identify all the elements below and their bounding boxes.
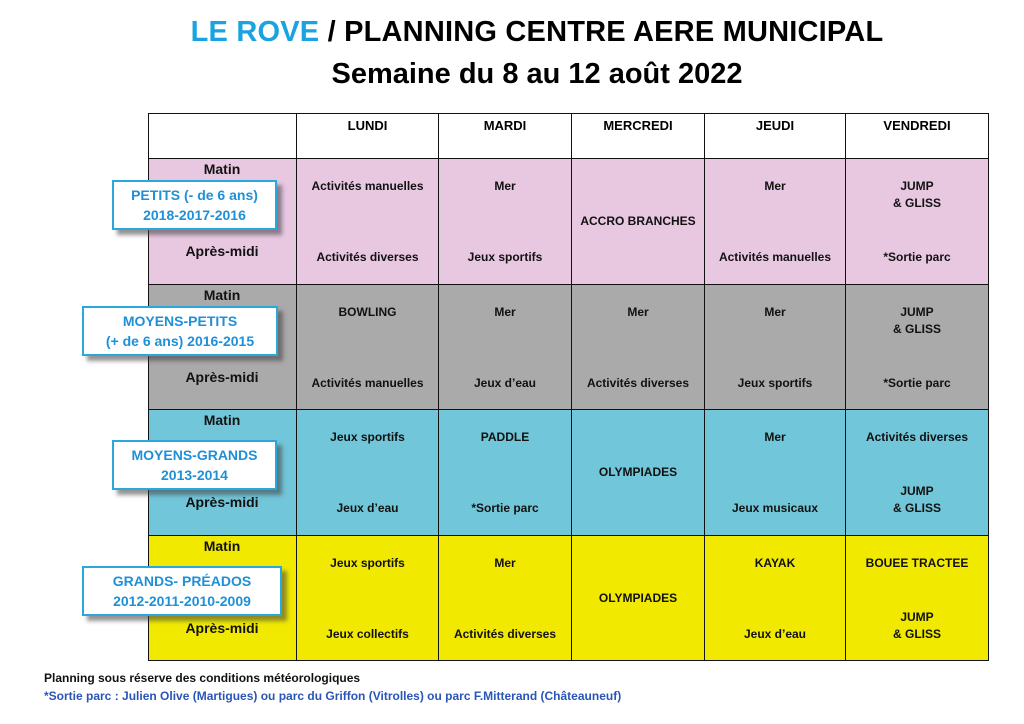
activity-cell: [572, 410, 705, 536]
town-name: LE ROVE: [190, 16, 320, 48]
activity-cell: [439, 410, 572, 536]
afternoon-label: Après-midi: [185, 619, 259, 636]
morning-activity: KAYAK: [754, 555, 796, 570]
activity-cell: [846, 410, 989, 536]
afternoon-activity: Activités manuelles: [718, 250, 832, 264]
activity-cell: [572, 536, 705, 662]
morning-activity: Jeux sportifs: [330, 555, 405, 570]
full-day-activity: ACCRO BRANCHES: [580, 214, 696, 228]
morning-activity: Mer: [764, 304, 786, 319]
full-day-activity: OLYMPIADES: [598, 590, 678, 605]
activity-cell: [297, 410, 439, 536]
morning-activity: Activités diverses: [865, 430, 969, 444]
park-note: *Sortie parc : Julien Olive (Martigues) ou parc du Griffon (Vitrolles) ou parc F.Mitterand (Châteauneuf): [44, 689, 622, 703]
afternoon-label: Après-midi: [185, 368, 259, 385]
afternoon-activity: Jeux musicaux: [731, 501, 819, 515]
afternoon-activity: *Sortie parc: [471, 501, 539, 515]
morning-activity: JUMP & GLISS: [892, 179, 941, 210]
group-badge: GRANDS- PRÉADOS 2012-2011-2010-2009: [82, 566, 282, 616]
afternoon-activity: JUMP & GLISS: [892, 609, 941, 641]
page-title: [0, 16, 1024, 49]
activity-cell: [439, 536, 572, 662]
morning-activity: Mer: [494, 304, 516, 319]
week-subtitle: Semaine du 8 au 12 août 2022: [331, 58, 743, 90]
title-rest: / PLANNING CENTRE AERE MUNICIPAL: [319, 16, 884, 48]
day-header-mercredi: MERCREDI: [572, 113, 705, 159]
day-header-lundi: LUNDI: [297, 113, 439, 159]
morning-activity: Mer: [764, 179, 786, 193]
activity-cell: [846, 536, 989, 662]
morning-activity: BOWLING: [338, 304, 397, 319]
activity-cell: [705, 536, 846, 662]
morning-activity: Mer: [494, 179, 516, 193]
day-header-jeudi: JEUDI: [705, 113, 846, 159]
activity-cell: [297, 285, 439, 411]
activity-cell: [846, 159, 989, 285]
afternoon-activity: Jeux d’eau: [743, 626, 807, 641]
activity-cell: [705, 285, 846, 411]
activity-cell: [297, 159, 439, 285]
activity-cell: [439, 159, 572, 285]
header-corner: [148, 113, 297, 159]
morning-label: Matin: [203, 412, 241, 428]
morning-activity: Mer: [627, 304, 649, 319]
morning-activity: JUMP & GLISS: [892, 304, 941, 336]
afternoon-activity: Activités manuelles: [311, 375, 424, 390]
afternoon-activity: Jeux d’eau: [473, 375, 537, 390]
morning-activity: Mer: [764, 430, 786, 444]
morning-activity: BOUEE TRACTEE: [865, 555, 969, 570]
group-badge: MOYENS-PETITS (+ de 6 ans) 2016-2015: [82, 306, 278, 356]
activity-cell: [572, 285, 705, 411]
group-badge: PETITS (- de 6 ans) 2018-2017-2016: [112, 180, 277, 230]
activity-cell: [572, 159, 705, 285]
afternoon-activity: *Sortie parc: [883, 375, 951, 390]
morning-activity: Jeux sportifs: [330, 430, 405, 444]
morning-label: Matin: [203, 537, 241, 554]
afternoon-activity: *Sortie parc: [883, 250, 951, 264]
weather-note: Planning sous réserve des conditions météorologiques: [44, 671, 361, 685]
activity-cell: [439, 285, 572, 411]
afternoon-activity: Jeux sportifs: [467, 250, 543, 264]
activity-cell: [705, 410, 846, 536]
afternoon-activity: Jeux sportifs: [737, 375, 813, 390]
group-badge: MOYENS-GRANDS 2013-2014: [112, 440, 277, 490]
afternoon-label: Après-midi: [185, 243, 259, 259]
morning-activity: Activités manuelles: [311, 179, 424, 193]
afternoon-activity: JUMP & GLISS: [892, 484, 941, 515]
afternoon-activity: Activités diverses: [316, 250, 419, 264]
morning-label: Matin: [203, 286, 241, 303]
day-header-mardi: MARDI: [439, 113, 572, 159]
afternoon-activity: Jeux collectifs: [326, 626, 409, 641]
morning-activity: Mer: [494, 555, 516, 570]
activity-cell: [297, 536, 439, 662]
activity-cell: [705, 159, 846, 285]
afternoon-activity: Jeux d’eau: [336, 501, 399, 515]
morning-activity: PADDLE: [480, 430, 530, 444]
full-day-activity: OLYMPIADES: [598, 465, 678, 479]
morning-label: Matin: [203, 161, 241, 177]
afternoon-activity: Activités diverses: [453, 626, 557, 641]
activity-cell: [846, 285, 989, 411]
afternoon-label: Après-midi: [185, 494, 259, 510]
afternoon-activity: Activités diverses: [586, 375, 690, 390]
day-header-vendredi: VENDREDI: [846, 113, 989, 159]
